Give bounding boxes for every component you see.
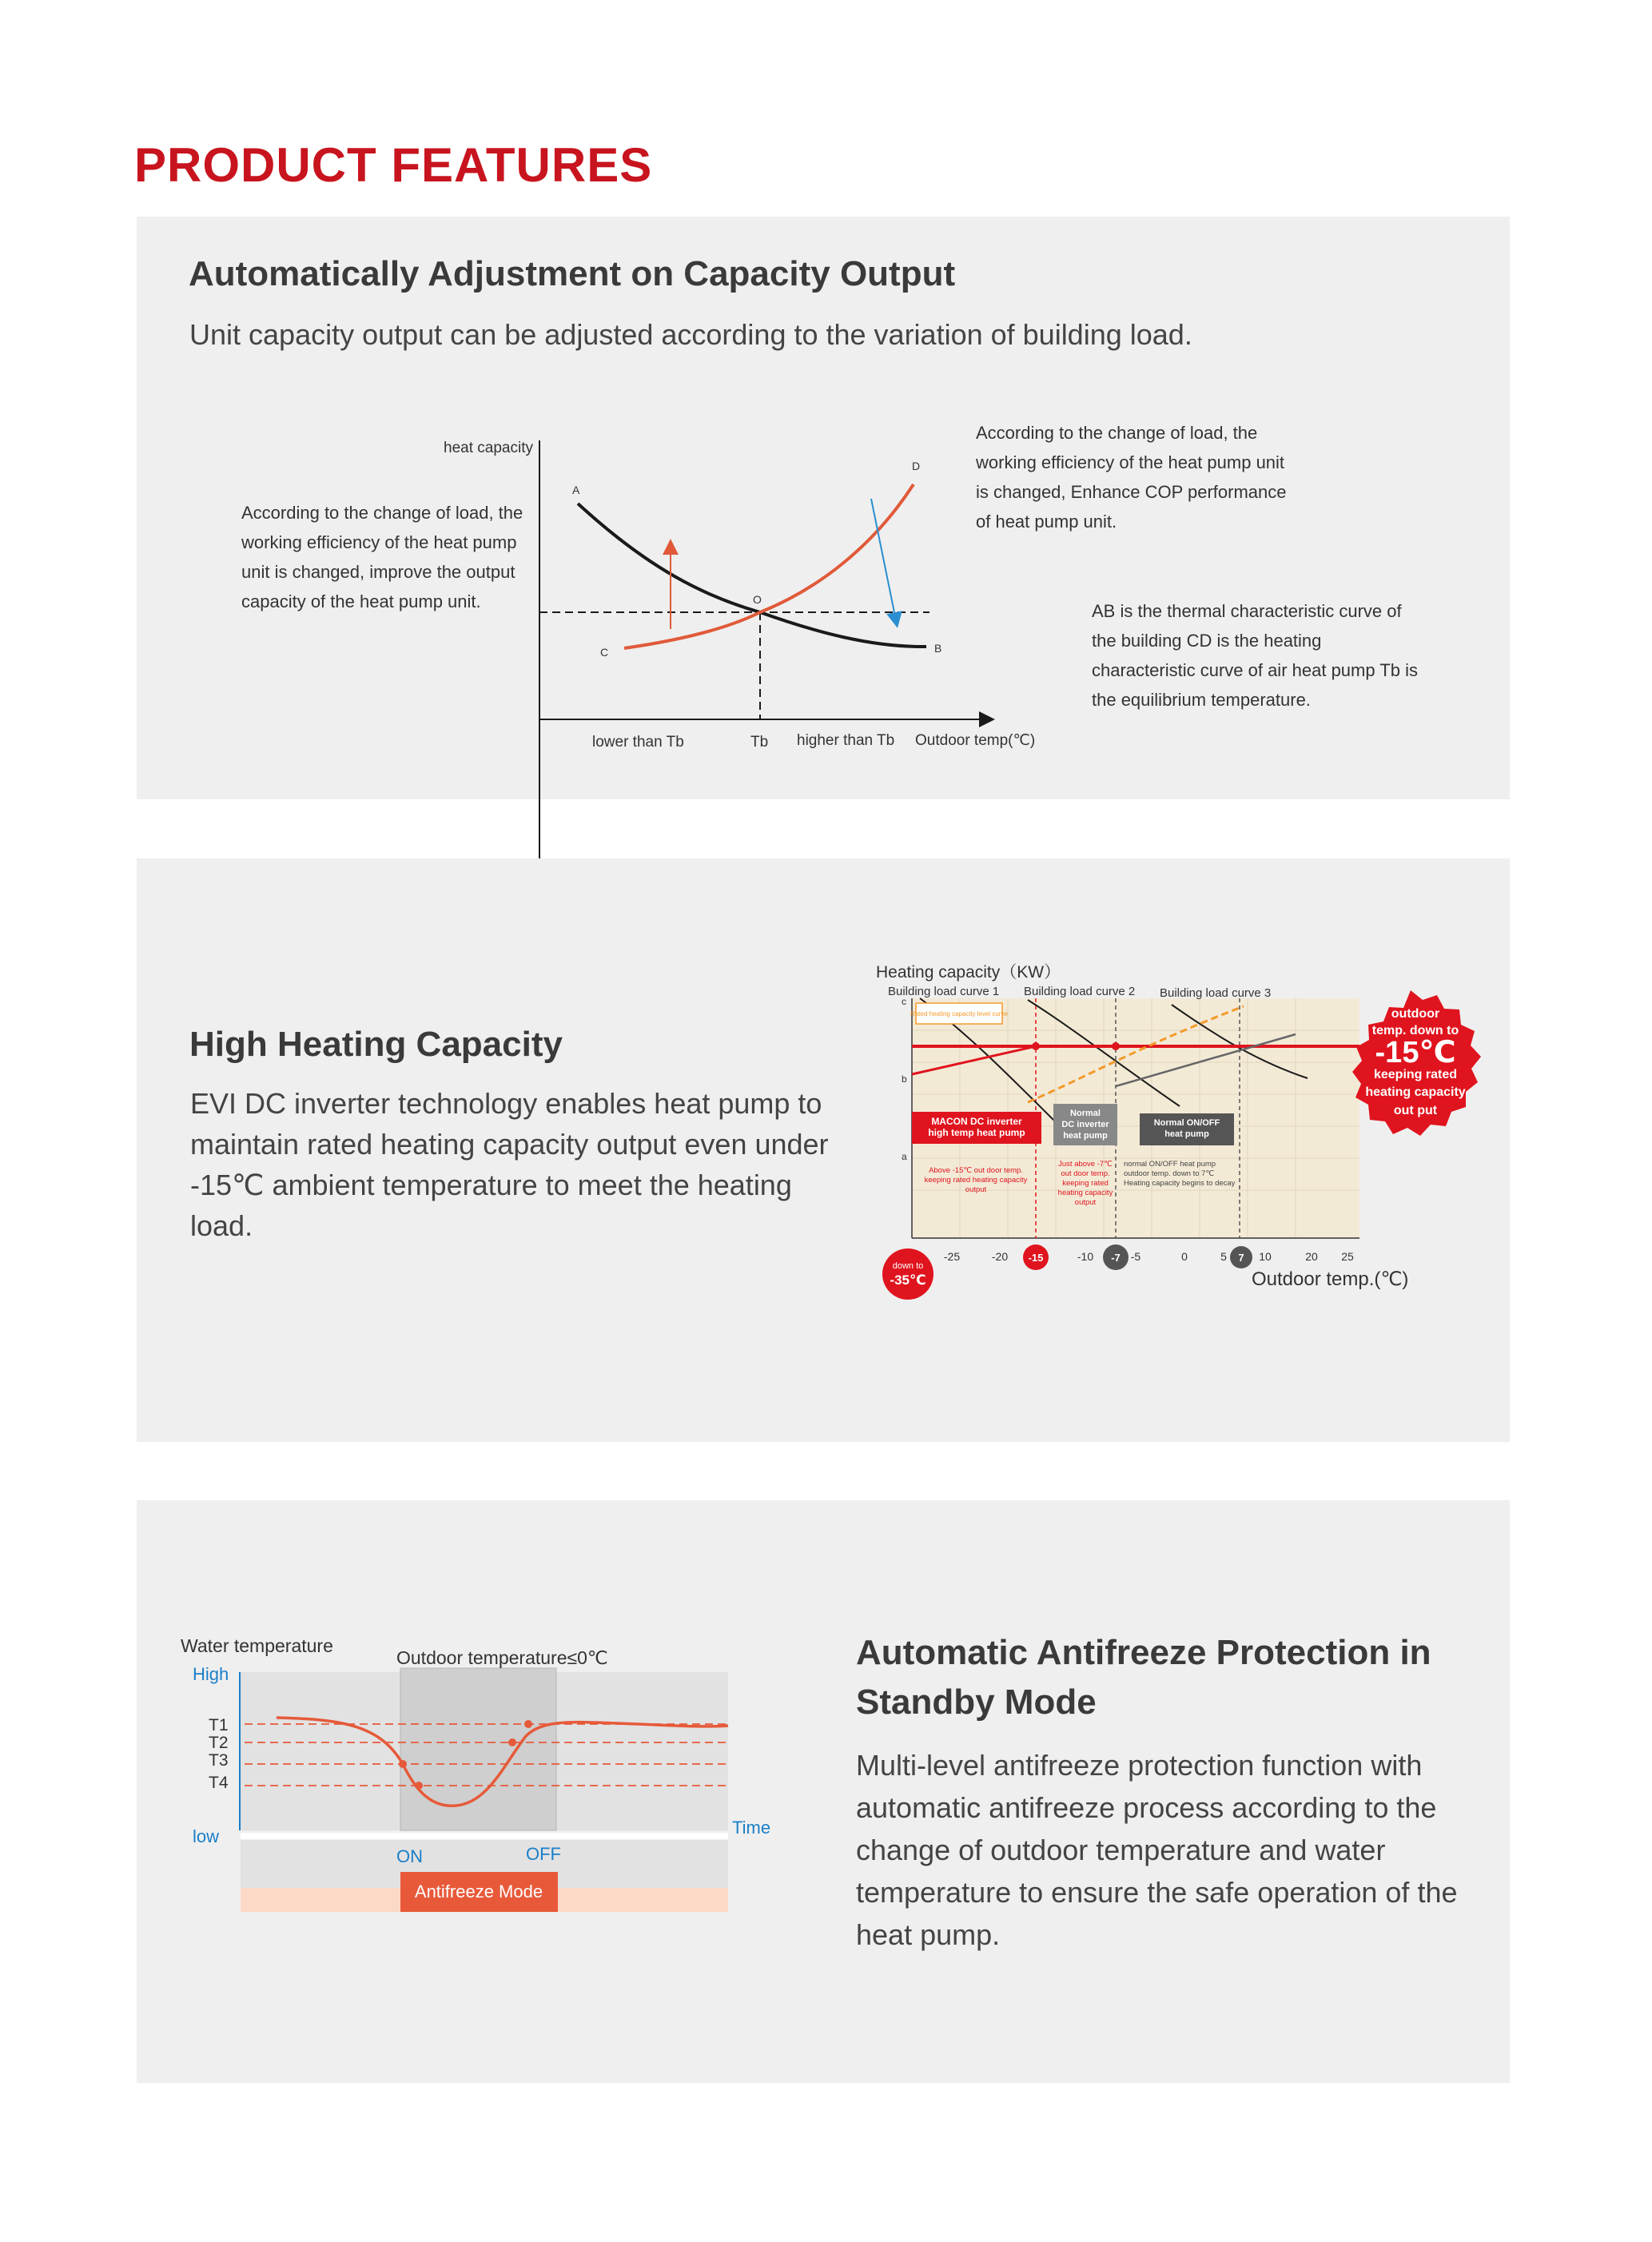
badge-normal-dc: Normal DC inverter heat pump — [1061, 1109, 1109, 1141]
seal-line3: keeping rated — [1373, 1068, 1458, 1081]
down-arrow — [871, 499, 896, 620]
y-level-c: c — [902, 996, 906, 1007]
seal-line2: temp. down to — [1371, 1024, 1459, 1037]
page-heading: PRODUCT FEATURES — [134, 138, 653, 192]
point-label-c: C — [600, 646, 609, 659]
feature-heating-capacity-description: EVI DC inverter technology enables heat pump to maintain rated heating capacity output even under -15℃ ambient temperature to meet the heating load. — [190, 1087, 829, 1242]
label-t2: T2 — [209, 1734, 229, 1752]
point-label-b: B — [934, 642, 942, 655]
feature-heating-capacity-panel — [137, 858, 1510, 1442]
down-to-label: down to — [892, 1261, 924, 1271]
capacity-note-left: According to the change of load, the working efficiency of the heat pump unit is changed, improve the output capacity of the heat pump unit. — [241, 503, 523, 611]
label-antifreeze-mode: Antifreeze Mode — [414, 1882, 543, 1902]
badge-macon: MACON DC inverter high temp heat pump — [928, 1116, 1025, 1138]
x-tick-7: 7 — [1238, 1252, 1244, 1264]
feature-capacity-output-description: Unit capacity output can be adjusted according to the variation of building load. — [189, 318, 1192, 351]
label-low: low — [193, 1826, 220, 1846]
capacity-note-right-top: According to the change of load, the working efficiency of the heat pump unit is changed, Enhance COP performance of heat pump unit. — [976, 423, 1287, 532]
feature-heating-capacity-title: High Heating Capacity — [189, 1025, 563, 1064]
label-on: ON — [396, 1846, 423, 1866]
note-onoff: normal ON/OFF heat pump outdoor temp. down to 7℃ Heating capacity begins to decay — [1124, 1160, 1236, 1188]
point-label-a: A — [572, 484, 580, 496]
seal-line1: outdoor — [1391, 1007, 1440, 1021]
note-macon: Above -15℃ out door temp. keeping rated heating capacity output — [924, 1166, 1028, 1194]
capacity-curve-chart — [444, 420, 1036, 764]
x-tick-m10: -10 — [1077, 1250, 1094, 1263]
y-axis-label: heat capacity — [444, 440, 533, 456]
label-time: Time — [732, 1818, 771, 1838]
building-curve-ab — [578, 504, 926, 647]
x-tick-20: 20 — [1305, 1250, 1318, 1263]
y-level-b: b — [902, 1073, 907, 1085]
point-t2-up — [508, 1738, 516, 1746]
seal-line4: heating capacity — [1365, 1085, 1466, 1099]
feature-antifreeze-panel — [137, 1500, 1510, 2083]
x-tick-m5: -5 — [1130, 1250, 1141, 1263]
rated-box-label: Rated heating capacity level curve — [910, 1010, 1008, 1017]
note-dc: Just above -7℃ out door temp. keeping rated heating capacity output — [1057, 1160, 1113, 1207]
feature-antifreeze-description: Multi-level antifreeze protection function with automatic antifreeze process according to the change of outdoor temperature and water temperature to ensure the safe operation of the heat pump. — [856, 1749, 1458, 1951]
point-label-o: O — [753, 593, 762, 606]
x-tick-m15: -15 — [1028, 1252, 1044, 1264]
x-tick-m7: -7 — [1111, 1252, 1121, 1264]
x-tick-5: 5 — [1220, 1250, 1227, 1263]
x-axis-title: Outdoor temp(℃) — [915, 732, 1036, 749]
feature-capacity-output-title: Automatically Adjustment on Capacity Output — [189, 254, 956, 293]
y-level-a: a — [902, 1151, 907, 1162]
outdoor-window — [400, 1668, 556, 1830]
x-label-higher: higher than Tb — [797, 732, 895, 749]
down-to-value: -35℃ — [890, 1272, 926, 1288]
x-tick-m25: -25 — [943, 1250, 961, 1263]
seal-line5: out put — [1393, 1104, 1438, 1117]
point-minus15 — [1032, 1042, 1040, 1050]
label-high: High — [193, 1664, 229, 1684]
x-tick-m20: -20 — [991, 1250, 1009, 1263]
seal-big: -15℃ — [1375, 1036, 1456, 1069]
point-t3-down — [399, 1760, 407, 1768]
label-off: OFF — [526, 1844, 561, 1864]
label-t4: T4 — [209, 1774, 229, 1792]
x-tick-10: 10 — [1259, 1250, 1272, 1263]
x-axis-title: Outdoor temp.(℃) — [1252, 1268, 1409, 1290]
antifreeze-chart — [177, 1636, 832, 1948]
outdoor-condition-label: Outdoor temperature≤0℃ — [396, 1647, 608, 1668]
point-minus7 — [1112, 1042, 1120, 1050]
point-t4 — [415, 1782, 423, 1790]
badge-onoff: Normal ON/OFF heat pump — [1153, 1118, 1220, 1139]
x-tick-0: 0 — [1181, 1250, 1188, 1263]
point-t1 — [524, 1720, 532, 1728]
axes — [539, 440, 992, 719]
feature-capacity-output-panel — [137, 217, 1510, 799]
curve-label-2: Building load curve 2 — [1024, 985, 1136, 998]
x-tick-25: 25 — [1341, 1250, 1354, 1263]
label-t3: T3 — [209, 1751, 229, 1770]
heating-capacity-chart — [876, 963, 1499, 1366]
y-axis-title: Water temperature — [181, 1635, 333, 1656]
point-label-d: D — [912, 460, 921, 472]
x-label-lower: lower than Tb — [592, 734, 684, 751]
feature-antifreeze-title: Automatic Antifreeze Protection in Standby Mode — [856, 1633, 1431, 1722]
y-axis-title: Heating capacity（KW） — [876, 963, 1061, 982]
curve-label-3: Building load curve 3 — [1160, 986, 1272, 1000]
label-t1: T1 — [209, 1716, 229, 1734]
capacity-note-right-bottom: AB is the thermal characteristic curve of the building CD is the heating characteristic curve of air heat pump Tb is the equilibrium temperature. — [1092, 601, 1418, 710]
heatpump-curve-cd — [624, 484, 914, 648]
curve-label-1: Building load curve 1 — [888, 985, 1000, 998]
x-label-tb: Tb — [750, 734, 769, 751]
